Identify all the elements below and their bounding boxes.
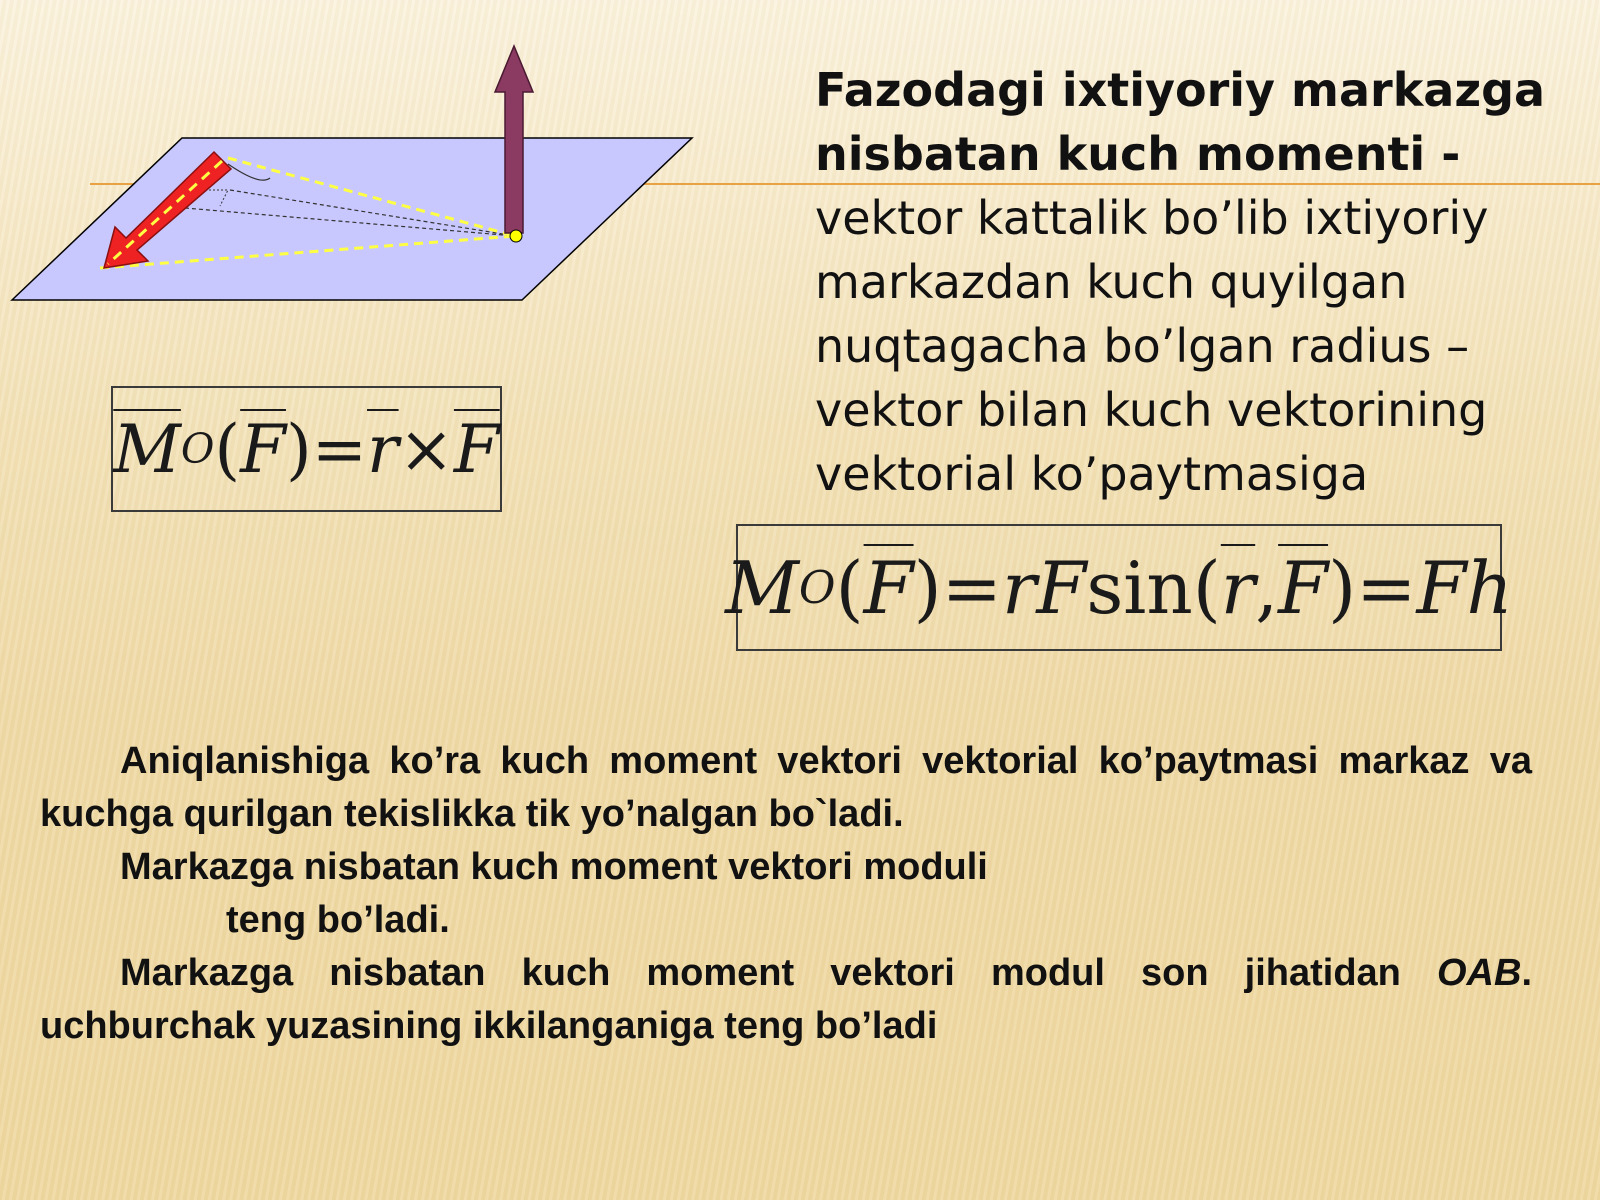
explanation-text xyxy=(40,735,1532,1053)
formula-modulus xyxy=(725,524,1513,651)
formula2-F: $\overline{F}$ xyxy=(863,545,914,630)
paragraph-modulus-end: teng bo’ladi. xyxy=(226,899,450,941)
formula1-rparen: ) xyxy=(285,410,312,488)
formula2-Fh: Fh xyxy=(1416,545,1513,630)
formula1-M: $\overline{M}$ xyxy=(113,410,181,488)
center-point xyxy=(510,230,522,242)
plane xyxy=(12,138,692,300)
formula2-sin: sin( xyxy=(1086,545,1221,630)
formula1-F2: $\overline{F}$ xyxy=(453,410,500,488)
triangle-label: OAB xyxy=(1436,952,1522,994)
formula1-r: $\overline{r}$ xyxy=(367,410,399,488)
formula1-sub-O: O xyxy=(180,425,215,473)
formula2-M: M xyxy=(725,545,799,630)
formula2-equals-1: = xyxy=(941,545,1002,630)
formula2-sub-O: O xyxy=(798,561,836,614)
paragraph-area xyxy=(40,947,1532,1053)
definition-title: Fazodagi ixtiyoriy markazga nisbatan kuch momenti - xyxy=(815,63,1546,181)
paragraph-area-end: . uchburchak yuzasining ikkilanganiga teng bo’ladi xyxy=(40,952,1532,1047)
formula1-lparen: ( xyxy=(214,410,241,488)
formula2-close: ) xyxy=(1328,545,1357,630)
formula2-r: $\overline{r}$ xyxy=(1220,545,1256,630)
formula2-lparen: ( xyxy=(835,545,864,630)
formula2-rF: rF xyxy=(1001,545,1087,630)
formula1-F: $\overline{F}$ xyxy=(240,410,286,488)
formula2-F2: $\overline{F}$ xyxy=(1278,545,1329,630)
formula1-times: × xyxy=(398,410,454,488)
formula2-equals-2: = xyxy=(1356,545,1417,630)
definition-text xyxy=(815,58,1595,506)
definition-body: vektor kattalik bo’lib ixtiyoriy markazdan kuch quyilgan nuqtagacha bo’lgan radius – vektor bilan kuch vektorining vektorial ko’paytmasiga xyxy=(815,191,1489,501)
paragraph-modulus: Markazga nisbatan kuch moment vektori moduli xyxy=(120,846,988,888)
formula1-equals: = xyxy=(311,410,368,488)
formula2-comma: , xyxy=(1255,545,1279,630)
force-moment-diagram xyxy=(0,40,700,320)
formula2-rparen: ) xyxy=(913,545,942,630)
paragraph-area-start: Markazga nisbatan kuch moment vektori modul son jihatidan xyxy=(120,952,1401,994)
paragraph-direction: Aniqlanishiga ko’ra kuch moment vektori vektorial ko’paytmasi markaz va kuchga qurilgan tekislikka tik yo’nalgan bo`ladi. xyxy=(40,740,1532,835)
formula-vector-product xyxy=(111,386,502,512)
